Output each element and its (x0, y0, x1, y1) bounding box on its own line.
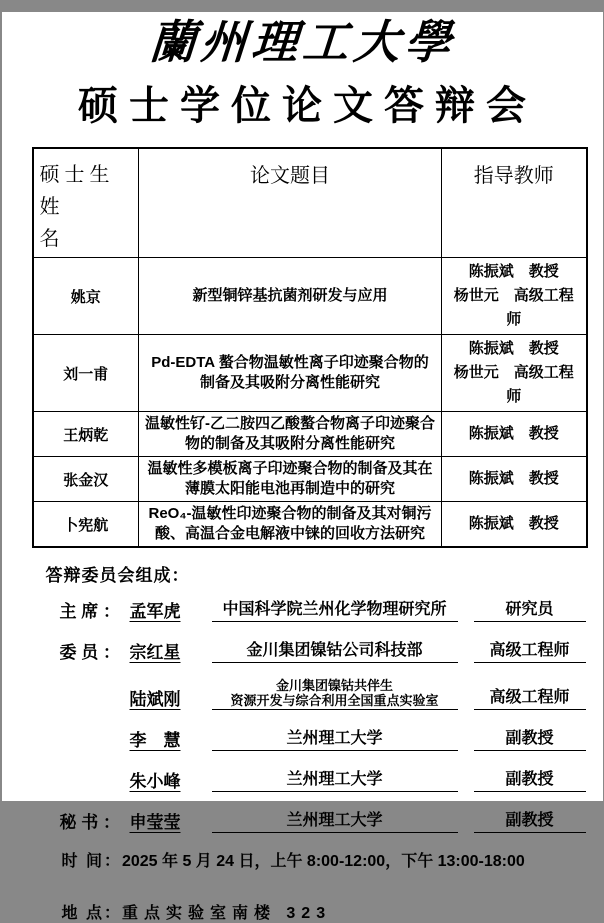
member-affiliation: 兰州理工大学 (212, 725, 458, 751)
header-advisor: 指导教师 (442, 148, 587, 258)
advisor-cell: 陈振斌 教授 杨世元 高级工程师 (442, 258, 587, 335)
member-affiliation: 金川集团镍钴公司科技部 (212, 637, 458, 663)
header-thesis-title: 论文题目 (139, 148, 442, 258)
page-title: 硕士学位论文答辩会 (78, 83, 537, 128)
thesis-title: 温敏性多模板离子印迹聚合物的制备及其在薄膜太阳能电池再制造中的研究 (139, 457, 442, 502)
committee-rows (46, 596, 603, 833)
member-affiliation: 中国科学院兰州化学物理研究所 (212, 596, 458, 622)
time-label: 时 间： (61, 853, 122, 870)
student-name: 张金汉 (33, 457, 139, 502)
document-page (2, 12, 603, 922)
committee-row-secretary (60, 807, 603, 833)
advisor-cell: 陈振斌 教授 杨世元 高级工程师 (442, 335, 587, 412)
student-name: 王炳乾 (33, 412, 139, 457)
defense-location (62, 900, 603, 923)
committee-heading: 答辩委员会组成： (45, 566, 190, 585)
committee-section (46, 561, 603, 833)
thesis-title: Pd-EDTA 螯合物温敏性离子印迹聚合物的制备及其吸附分离性能研究 (139, 335, 442, 412)
committee-row-member (60, 637, 603, 663)
member-title: 高级工程师 (474, 637, 586, 663)
member-name: 李 慧 (129, 731, 181, 750)
member-title: 研究员 (474, 596, 586, 622)
defense-table (32, 147, 588, 548)
location-value: 重点实验室南楼 323 (121, 905, 332, 922)
member-name: 宗红星 (129, 643, 181, 662)
table-row (33, 258, 587, 335)
member-title: 副教授 (474, 807, 586, 833)
member-name: 孟军虎 (129, 602, 181, 621)
advisor-cell: 陈振斌 教授 (442, 412, 587, 457)
time-value: 2025 年 5 月 24 日，上午 8:00-12:00，下午 13:00-18:00 (121, 853, 525, 870)
header-student-name: 硕 士 生 姓 名 (33, 148, 139, 258)
member-name: 申莹莹 (129, 813, 181, 832)
student-name: 姚京 (33, 258, 139, 335)
defense-time (62, 848, 603, 871)
member-name: 朱小峰 (129, 772, 181, 791)
committee-row-chair (60, 596, 603, 622)
member-title: 副教授 (474, 766, 586, 792)
member-title: 高级工程师 (474, 684, 586, 710)
advisor-cell: 陈振斌 教授 (442, 457, 587, 502)
member-affiliation: 兰州理工大学 (212, 807, 458, 833)
committee-row-member (60, 678, 603, 710)
role-label: 秘 书 ： (59, 813, 120, 832)
member-name: 陆斌刚 (129, 690, 181, 709)
thesis-title: ReO₄-温敏性印迹聚合物的制备及其对铜污酸、高温合金电解液中铼的回收方法研究 (139, 502, 442, 548)
member-affiliation: 金川集团镍钴共伴生 资源开发与综合利用全国重点实验室 (212, 678, 458, 710)
table-row (33, 335, 587, 412)
thesis-title: 新型铜锌基抗菌剂研发与应用 (139, 258, 442, 335)
student-name: 刘一甫 (33, 335, 139, 412)
role-label: 委 员 ： (59, 643, 120, 662)
table-row (33, 502, 587, 548)
table-header-row (33, 148, 587, 258)
location-label: 地 点： (61, 905, 122, 922)
table-row (33, 412, 587, 457)
committee-row-member (60, 725, 603, 751)
table-row (33, 457, 587, 502)
university-logo-calligraphy: 蘭州理工大學 (147, 17, 457, 68)
member-affiliation: 兰州理工大学 (212, 766, 458, 792)
student-name: 卜宪航 (33, 502, 139, 548)
thesis-title: 温敏性钌-乙二胺四乙酸螯合物离子印迹聚合物的制备及其吸附分离性能研究 (139, 412, 442, 457)
committee-row-member (60, 766, 603, 792)
member-title: 副教授 (474, 725, 586, 751)
advisor-cell: 陈振斌 教授 (442, 502, 587, 548)
role-label: 主 席 ： (59, 602, 120, 621)
